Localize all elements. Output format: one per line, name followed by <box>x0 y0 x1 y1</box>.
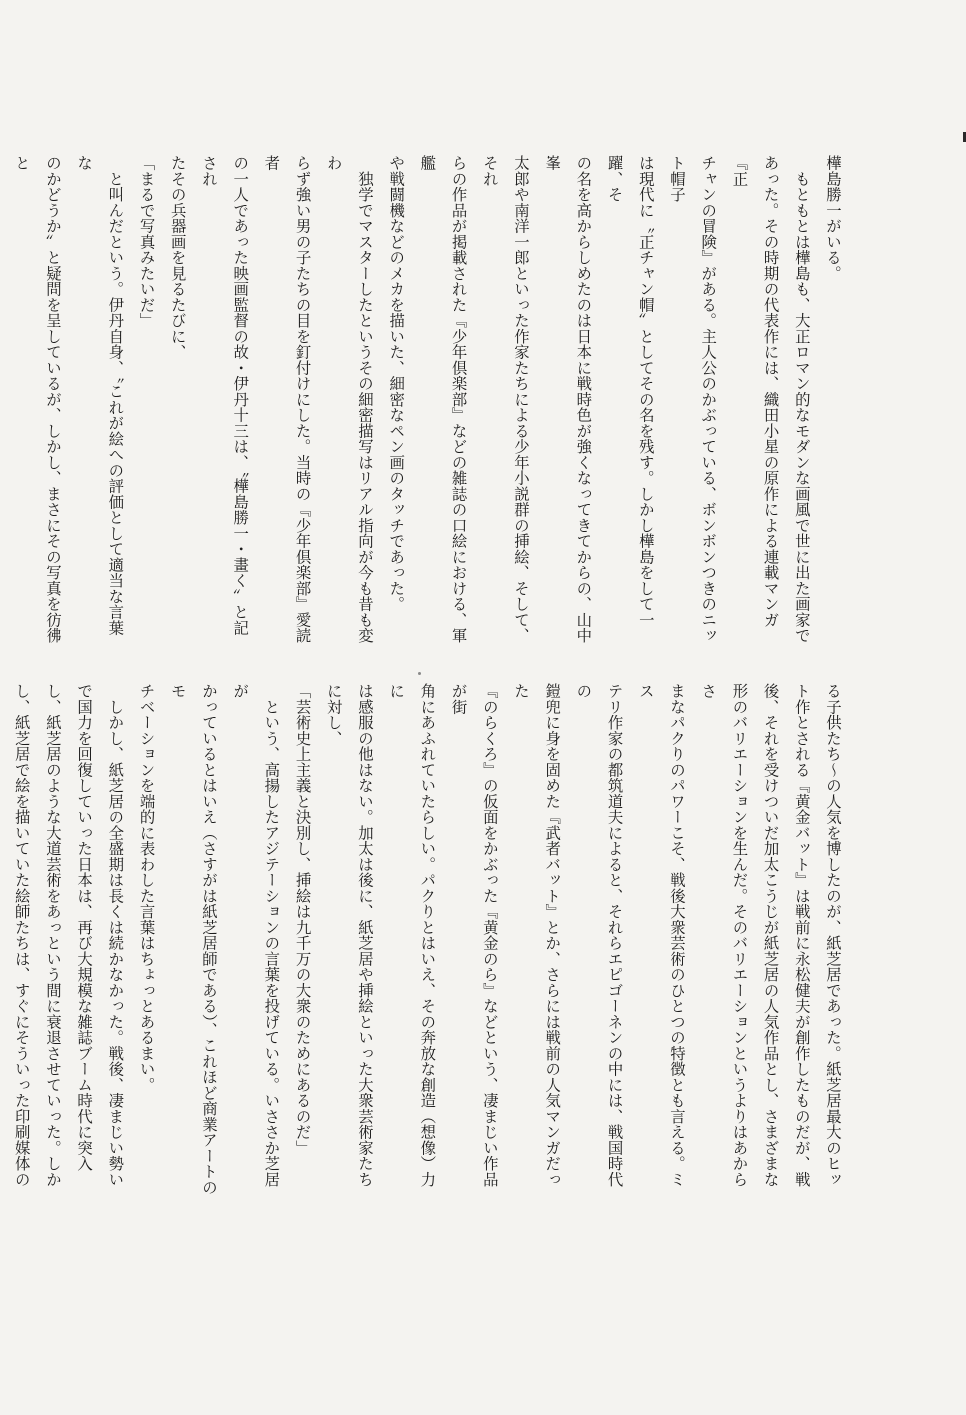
bottom-col-12: 「芸術史上主義と決別し、挿絵は九千万の大衆のためにあるのだ」 <box>293 683 312 1156</box>
bottom-col-2: ト作とされる『黄金バット』は戦前に永松健夫が創作したものだが、戦 <box>792 683 811 1187</box>
bottom-col-7: 鎧兜に身を固めた『武者バット』とか、さらには戦前の人気マンガだった <box>511 683 562 1187</box>
top-col-16: のかどうか〟と疑問を呈しているが、しかし、まさにその写真を彷彿と <box>12 155 62 644</box>
bottom-col-3: 後、それを受けついだ加太こうじが紙芝居の人気作品とし、さまざまな <box>761 683 780 1187</box>
top-col-7: 太郎や南洋一郎といった作家たちによる少年小説群の挿絵、そして、それ <box>480 155 530 644</box>
top-col-15: と叫んだという。伊丹自身、〝これが絵への評価として適当な言葉な <box>75 155 125 636</box>
top-col-9: や戦闘機などのメカを描いた、細密なペン画のタッチであった。 <box>387 155 406 612</box>
bottom-col-9: 角にあふれていたらしい。パクりとはいえ、その奔放な創造（想像）力に <box>387 683 437 1187</box>
top-col-14: 「まるで写真みたいだ」 <box>137 155 156 329</box>
top-col-6: の名を高からしめたのは日本に戦時色が強くなってきてからの、山中峯 <box>543 155 593 644</box>
paper-spot <box>418 672 421 675</box>
bottom-col-10: は感服の他はない。加太は後に、紙芝居や挿絵といった大衆芸術家たち <box>355 683 374 1187</box>
bottom-col-8: 『のらくろ』の仮面をかぶった『黄金のら』などという、凄まじい作品が街 <box>449 683 499 1187</box>
bottom-col-11: に対し、 <box>324 683 343 746</box>
bottom-col-15: チベーションを端的に表わした言葉はちょっとあるまい。 <box>137 683 156 1093</box>
bottom-col-18: し、紙芝居のような大道芸術をあっという間に衰退させていった。しか <box>43 683 62 1187</box>
bottom-col-13: という、高揚したアジテーションの言葉を投げている。いささか芝居が <box>231 683 281 1187</box>
top-col-5: は現代に〝正チャン帽〟としてその名を残す。しかし樺島をして一躍、そ <box>605 155 655 628</box>
bottom-col-6: テリ作家の都筑道夫によると、それらエピゴーネンの中には、戦国時代の <box>574 683 624 1187</box>
top-col-10: 独学でマスターしたというその細密描写はリアル指向が今も昔も変わ <box>324 155 374 644</box>
top-col-8: らの作品が掲載された『少年倶楽部』などの雑誌の口絵における、軍艦 <box>418 155 468 644</box>
top-col-11: らず強い男の子たちの目を釘付けにした。当時の『少年倶楽部』愛読者 <box>262 155 312 644</box>
bottom-col-5: まなパクりのパワーこそ、戦後大衆芸術のひとつの特徴とも言える。ミス <box>636 683 686 1187</box>
bottom-text-block <box>12 683 848 1200</box>
bottom-col-1: る子供たち～の人気を博したのが、紙芝居であった。紙芝居最大のヒッ <box>824 683 842 1187</box>
top-col-1: 樺島勝一がいる。 <box>824 155 842 281</box>
bottom-col-17: で国力を回復していった日本は、再び大規模な雑誌ブーム時代に突入 <box>75 683 94 1172</box>
bottom-col-16: しかし、紙芝居の全盛期は長くは続かなかった。戦後、凄まじい勢い <box>106 683 125 1187</box>
top-col-12: の一人であった映画監督の故・伊丹十三は、〝樺島勝一・畫く〟と記され <box>199 155 250 636</box>
bottom-col-14: かっているとはいえ（さすがは紙芝居師である）、これほど商業アートのモ <box>168 683 218 1196</box>
top-col-17 <box>0 155 6 645</box>
top-col-13: たその兵器画を見るたびに、 <box>168 155 187 360</box>
bottom-col-19: し、紙芝居で絵を描いていた絵師たちは、すぐにそういった印刷媒体の <box>12 683 31 1187</box>
top-col-3: あった。その時期の代表作には、織田小星の原作による連載マンガ『正 <box>730 155 780 628</box>
top-col-2: もともとは樺島も、大正ロマン的なモダンな画風で世に出た画家で <box>792 155 811 644</box>
top-col-4: チャンの冒険』がある。主人公のかぶっている、ボンボンつきのニット帽子 <box>667 155 718 644</box>
top-text-block <box>12 155 848 645</box>
bottom-col-4: 形のバリエーションを生んだ。そのバリエーションというよりはあからさ <box>699 683 749 1187</box>
bottom-col-20 <box>0 683 6 1200</box>
